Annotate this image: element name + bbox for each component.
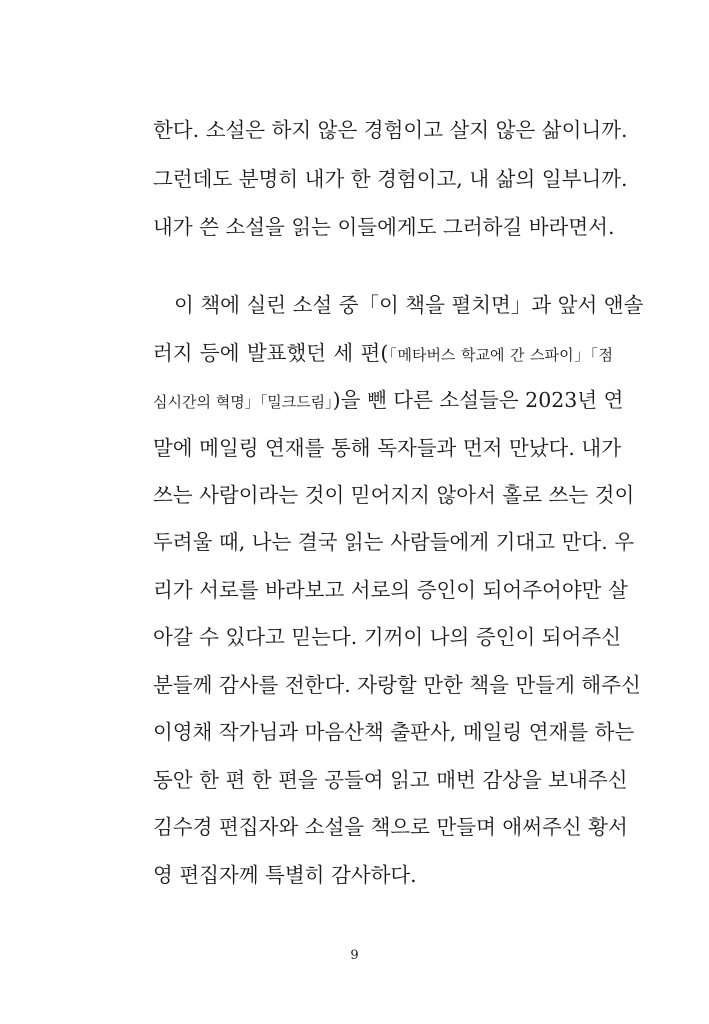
- text-line: 두려울 때, 나는 결국 읽는 사람들에게 기대고 만다. 우: [153, 530, 635, 554]
- text-line: 아갈 수 있다고 믿는다. 기꺼이 나의 증인이 되어주신: [153, 625, 621, 649]
- text-line: 영 편집자께 특별히 감사하다.: [153, 863, 417, 887]
- text-line: 이영채 작가님과 마음산책 출판사, 메일링 연재를 하는: [153, 720, 635, 744]
- text-line: 리가 서로를 바라보고 서로의 증인이 되어주어야만 살: [153, 578, 628, 602]
- book-titles: 심시간의 혁명」「밀크드림」: [153, 393, 333, 411]
- text-line: 말에 메일링 연재를 통해 독자들과 먼저 만났다. 내가: [153, 436, 621, 460]
- text-line: 내가 쓴 소설을 읽는 이들에게도 그러하길 바라면서.: [153, 215, 615, 239]
- text-line: 분들께 감사를 전한다. 자랑할 만한 책을 만들게 해주신: [153, 673, 641, 697]
- page-number: 9: [350, 948, 359, 963]
- text-line: [153, 339, 613, 369]
- text-segment: )을 뺀 다른 소설들은 2023년 연: [332, 388, 624, 412]
- text-segment: 러지 등에 발표했던 세 편(: [153, 341, 389, 365]
- text-line: 김수경 편집자와 소설을 책으로 만들며 애써주신 황서: [153, 815, 628, 839]
- text-line: [153, 386, 624, 416]
- text-line: 한다. 소설은 하지 않은 경험이고 살지 않은 삶이니까.: [153, 118, 628, 142]
- text-line: 이 책에 실린 소설 중「이 책을 펼치면」과 앞서 앤솔: [174, 293, 644, 317]
- text-line: 동안 한 편 한 편을 공들여 읽고 매번 감상을 보내주신: [153, 768, 628, 792]
- book-titles: 「메타버스 학교에 간 스파이」「점: [388, 346, 614, 364]
- text-line: 그런데도 분명히 내가 한 경험이고, 내 삶의 일부니까.: [153, 167, 628, 191]
- text-line: 쓰는 사람이라는 것이 믿어지지 않아서 홀로 쓰는 것이: [153, 483, 635, 507]
